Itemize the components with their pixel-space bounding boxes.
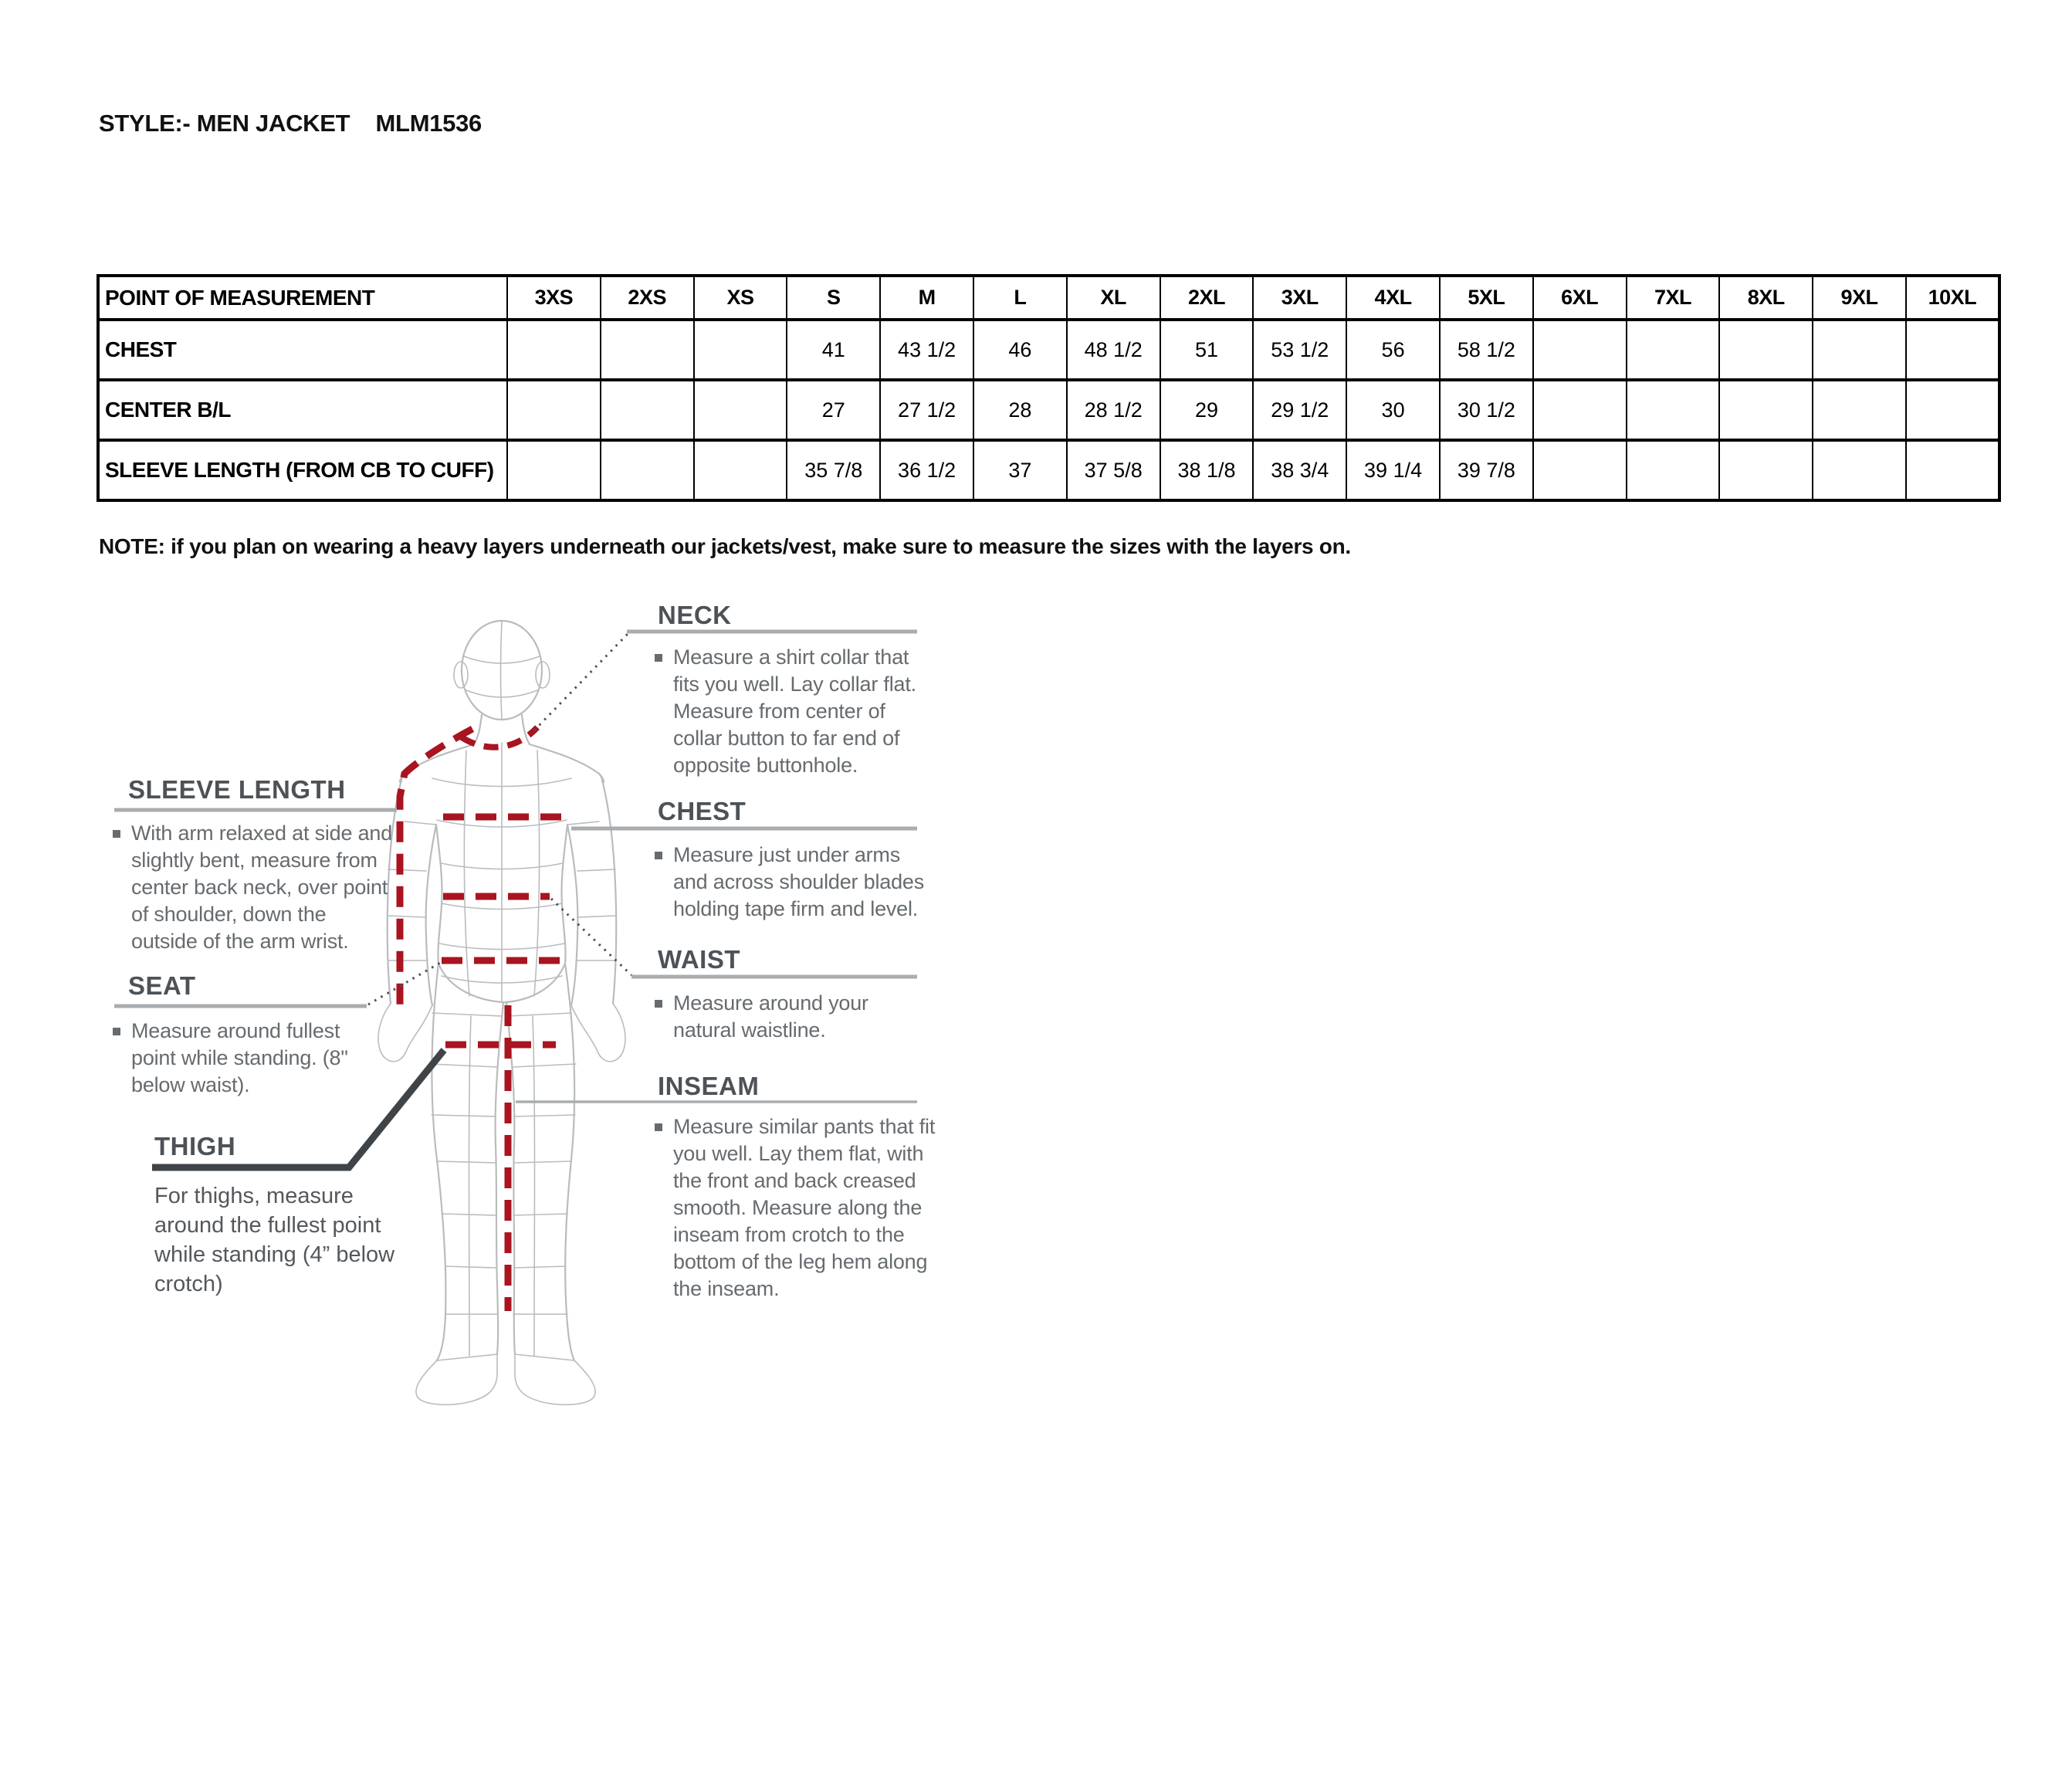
size-column-header: 2XL [1160, 276, 1254, 320]
size-value-cell: 37 5/8 [1067, 440, 1160, 500]
size-table-container [96, 274, 1999, 502]
bullet-square-icon [655, 852, 662, 859]
size-value-cell [1627, 320, 1720, 380]
size-value-cell: 29 1/2 [1253, 380, 1346, 440]
sleeve-length-heading: SLEEVE LENGTH [128, 775, 346, 804]
thigh-heading: THIGH [154, 1132, 236, 1160]
thigh-description: For thighs, measure around the fullest point while standing (4” below crotch) [154, 1184, 395, 1296]
size-value-cell [1719, 440, 1813, 500]
size-value-cell: 27 [787, 380, 880, 440]
waist-section [658, 945, 936, 974]
seat-heading: SEAT [128, 971, 196, 1000]
bullet-square-icon [113, 1028, 120, 1035]
size-value-cell: 38 3/4 [1253, 440, 1346, 500]
chest-heading: CHEST [658, 797, 747, 825]
seat-section [128, 971, 422, 1001]
measurement-row [98, 440, 1999, 500]
size-column-header: 4XL [1346, 276, 1440, 320]
size-value-cell [601, 380, 694, 440]
size-value-cell: 43 1/2 [880, 320, 973, 380]
size-value-cell [1813, 320, 1906, 380]
size-value-cell: 37 [973, 440, 1067, 500]
measurement-row [98, 380, 1999, 440]
size-value-cell: 39 1/4 [1346, 440, 1440, 500]
size-column-header: 10XL [1906, 276, 1999, 320]
neck-description: Measure a shirt collar that fits you well. Lay collar flat. Measure from center of collar button to far end of opposite buttonhole. [655, 644, 939, 779]
bullet-square-icon [655, 654, 662, 662]
size-value-cell: 53 1/2 [1253, 320, 1346, 380]
inseam-heading: INSEAM [658, 1072, 760, 1100]
point-of-measurement-header: POINT OF MEASUREMENT [98, 276, 507, 320]
inseam-description: Measure similar pants that fit you well. Lay them flat, with the front and back creased smooth. Measure along the inseam from crotch to the bottom of the leg hem along the inseam. [655, 1113, 939, 1303]
document-title: STYLE:- MEN JACKET MLM1536 [99, 110, 482, 137]
size-column-header: XL [1067, 276, 1160, 320]
size-value-cell: 35 7/8 [787, 440, 880, 500]
size-value-cell [601, 440, 694, 500]
bullet-square-icon [113, 830, 120, 838]
size-value-cell: 58 1/2 [1440, 320, 1533, 380]
size-value-cell [1627, 440, 1720, 500]
size-value-cell [1813, 440, 1906, 500]
size-column-header: 5XL [1440, 276, 1533, 320]
size-value-cell [1719, 380, 1813, 440]
note-text: NOTE: if you plan on wearing a heavy layers underneath our jackets/vest, make sure to measure the sizes with the layers on. [99, 534, 1351, 558]
size-value-cell: 28 1/2 [1067, 380, 1160, 440]
size-value-cell [1906, 320, 1999, 380]
size-value-cell: 51 [1160, 320, 1254, 380]
size-column-header: 3XL [1253, 276, 1346, 320]
size-value-cell [1533, 440, 1627, 500]
size-value-cell [694, 320, 787, 380]
size-column-header: 9XL [1813, 276, 1906, 320]
neck-heading: NECK [658, 601, 732, 629]
size-value-cell: 27 1/2 [880, 380, 973, 440]
size-value-cell [601, 320, 694, 380]
size-value-cell [1627, 380, 1720, 440]
seat-description: Measure around fullest point while standing. (8" below waist). [113, 1018, 422, 1099]
bullet-square-icon [655, 1000, 662, 1008]
size-column-header: S [787, 276, 880, 320]
size-value-cell [1719, 320, 1813, 380]
size-value-cell [694, 380, 787, 440]
waist-heading: WAIST [658, 945, 740, 974]
chest-section [658, 797, 936, 826]
measurement-label: SLEEVE LENGTH (FROM CB TO CUFF) [98, 440, 507, 500]
size-value-cell: 48 1/2 [1067, 320, 1160, 380]
waist-leader [551, 899, 631, 975]
thigh-section [154, 1132, 448, 1161]
size-column-header: L [973, 276, 1067, 320]
size-value-cell: 30 1/2 [1440, 380, 1533, 440]
size-column-header: 6XL [1533, 276, 1627, 320]
sleeve-length-section [128, 775, 422, 805]
size-table-body [98, 320, 1999, 500]
chest-description: Measure just under arms and across shoulder blades holding tape firm and level. [655, 842, 939, 923]
size-table-header-row [98, 276, 1999, 320]
sleeve-length-description: With arm relaxed at side and slightly bent, measure from center back neck, over point of shoulder, down the outside of the arm wrist. [113, 820, 422, 955]
size-value-cell: 36 1/2 [880, 440, 973, 500]
size-value-cell: 39 7/8 [1440, 440, 1533, 500]
size-value-cell [507, 380, 601, 440]
size-value-cell [1533, 380, 1627, 440]
size-column-header: M [880, 276, 973, 320]
size-table [96, 274, 2001, 502]
size-value-cell [1813, 380, 1906, 440]
neck-section [658, 601, 936, 630]
size-value-cell: 46 [973, 320, 1067, 380]
bullet-square-icon [655, 1123, 662, 1131]
size-column-header: 7XL [1627, 276, 1720, 320]
measurement-row [98, 320, 1999, 380]
size-value-cell [507, 440, 601, 500]
size-value-cell [1533, 320, 1627, 380]
size-value-cell: 29 [1160, 380, 1254, 440]
size-column-header: 2XS [601, 276, 694, 320]
inseam-section [658, 1072, 936, 1101]
size-value-cell: 56 [1346, 320, 1440, 380]
size-value-cell [694, 440, 787, 500]
size-value-cell: 30 [1346, 380, 1440, 440]
size-column-header: 8XL [1719, 276, 1813, 320]
size-column-header: XS [694, 276, 787, 320]
size-value-cell [507, 320, 601, 380]
waist-description: Measure around your natural waistline. [655, 990, 939, 1044]
size-value-cell: 41 [787, 320, 880, 380]
size-column-header: 3XS [507, 276, 601, 320]
size-value-cell [1906, 380, 1999, 440]
size-value-cell [1906, 440, 1999, 500]
measurement-label: CENTER B/L [98, 380, 507, 440]
size-value-cell: 28 [973, 380, 1067, 440]
measurement-label: CHEST [98, 320, 507, 380]
size-value-cell: 38 1/8 [1160, 440, 1254, 500]
